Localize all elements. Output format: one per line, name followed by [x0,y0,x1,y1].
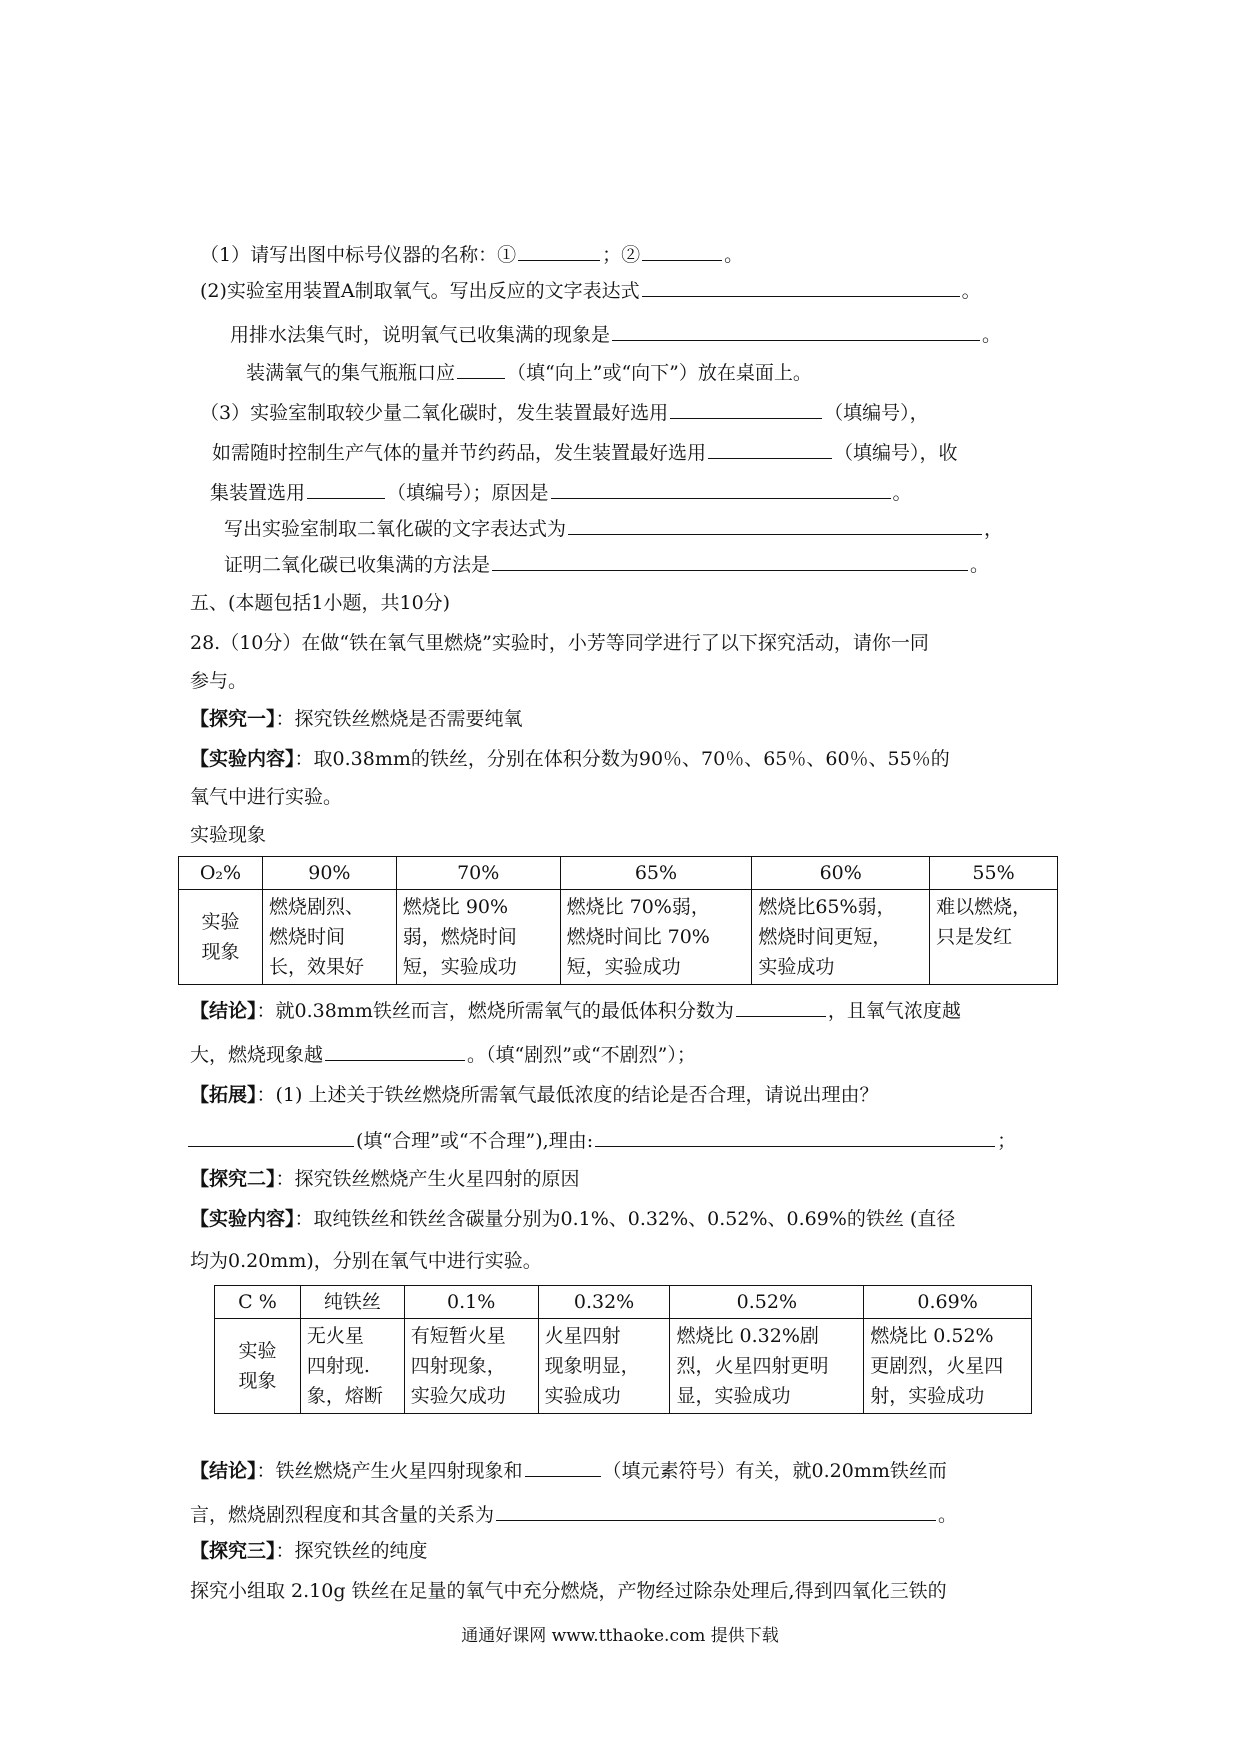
q1-part3b: 如需随时控制生产气体的量并节约药品，发生装置最好选用 （填编号），收 [212,438,958,466]
table-row [179,890,1058,985]
q1-part3: （3）实验室制取较少量二氧化碳时，发生装置最好选用 （填编号）， [200,398,929,426]
question-28-line1: 28.（10分）在做“铁在氧气里燃烧”实验时，小芳等同学进行了以下探究活动，请你一同 [190,632,929,654]
answer-blank[interactable] [525,1456,601,1477]
table-cell: 无火星 四射现. 象，熔断 [300,1319,404,1414]
q1-part3d: 写出实验室制取二氧化碳的文字表达式为 ， [224,514,1003,542]
answer-blank[interactable] [457,358,505,379]
explore2-conclusion-line1: 【结论】：铁丝燃烧产生火星四射现象和 （填元素符号）有关，就0.20mm铁丝而 [190,1456,947,1484]
table-cell: 燃烧比 90% 弱，燃烧时间 短，实验成功 [396,890,560,985]
q1-part1: （1）请写出图中标号仪器的名称：① ；② 。 [200,240,743,268]
table-header-cell: 0.69% [864,1286,1032,1319]
row-label: 实验现象 [179,890,263,985]
table-header-cell: 90% [262,857,396,890]
explore1-content-line2: 氧气中进行实验。 [190,786,343,808]
answer-blank[interactable] [670,398,822,419]
question-28-line2: 参与。 [190,670,248,692]
table-header-cell: O₂% [179,857,263,890]
answer-blank[interactable] [642,240,722,261]
observation-label: 实验现象 [190,824,267,846]
answer-blank[interactable] [736,996,826,1017]
table-header-cell: 0.52% [670,1286,864,1319]
table-header-cell: 0.1% [404,1286,538,1319]
answer-blank[interactable] [612,320,980,341]
table-header-cell: 55% [930,857,1058,890]
answer-blank[interactable] [708,438,832,459]
table-cell: 有短暂火星 四射现象， 实验欠成功 [404,1319,538,1414]
explore3-title: 【探究三】：探究铁丝的纯度 [190,1540,428,1562]
answer-blank[interactable] [496,1500,936,1521]
answer-blank[interactable] [595,1126,995,1147]
table-cell: 火星四射 现象明显， 实验成功 [538,1319,670,1414]
table-header-cell: 0.32% [538,1286,670,1319]
oxygen-concentration-table [178,856,1058,985]
explore3-content-line1: 探究小组取 2.10g 铁丝在足量的氧气中充分燃烧，产物经过除杂处理后,得到四氧化三铁的 [190,1580,947,1602]
table-cell: 燃烧剧烈、 燃烧时间 长，效果好 [262,890,396,985]
table-header-cell: 65% [560,857,752,890]
row-label: 实验现象 [215,1319,301,1414]
table-header-cell: 60% [752,857,930,890]
table-cell: 燃烧比 0.32%剧 烈，火星四射更明 显，实验成功 [670,1319,864,1414]
section-heading: 五、(本题包括1小题，共10分) [190,592,451,614]
table-row [215,1319,1032,1414]
explore2-content-line2: 均为0.20mm)，分别在氧气中进行实验。 [190,1250,542,1272]
answer-blank[interactable] [551,478,891,499]
explore1-content-line1: 【实验内容】：取0.38mm的铁丝，分别在体积分数为90％、70％、65％、60％、55％的 [190,748,950,770]
answer-blank[interactable] [492,550,968,571]
table-cell: 燃烧比 0.52% 更剧烈，火星四 射，实验成功 [864,1319,1032,1414]
table-header-row [215,1286,1032,1319]
table-cell: 燃烧比65%弱， 燃烧时间更短， 实验成功 [752,890,930,985]
table-header-row [179,857,1058,890]
table-header-cell: C % [215,1286,301,1319]
answer-blank[interactable] [325,1040,465,1061]
table-header-cell: 纯铁丝 [300,1286,404,1319]
explore1-title: 【探究一】：探究铁丝燃烧是否需要纯氧 [190,708,523,730]
table-cell: 难以燃烧， 只是发红 [930,890,1058,985]
q1-part3c: 集装置选用 （填编号）；原因是 。 [210,478,912,506]
explore2-conclusion-line2: 言，燃烧剧烈程度和其含量的关系为 。 [190,1500,957,1528]
q1-part2b: 用排水法集气时，说明氧气已收集满的现象是 。 [230,320,1001,348]
answer-blank[interactable] [568,514,982,535]
page-footer: 通通好课网 www.tthaoke.com 提供下载 [461,1626,779,1646]
explore1-conclusion-line2: 大，燃烧现象越 。（填“剧烈”或“不剧烈”）； [190,1040,696,1068]
q1-part3e: 证明二氧化碳已收集满的方法是 。 [224,550,989,578]
q1-part2: (2)实验室用装置A制取氧气。写出反应的文字表达式 。 [200,276,981,304]
explore1-conclusion-line1: 【结论】：就0.38mm铁丝而言，燃烧所需氧气的最低体积分数为 ，且氧气浓度越 [190,996,961,1024]
explore2-title: 【探究二】：探究铁丝燃烧产生火星四射的原因 [190,1168,580,1190]
answer-blank[interactable] [642,276,960,297]
explore1-extension-line1: 【拓展】：(1) 上述关于铁丝燃烧所需氧气最低浓度的结论是否合理，请说出理由？ [190,1084,879,1106]
answer-blank[interactable] [518,240,600,261]
explore1-extension-line2: (填“合理”或“不合理”),理由: ； [186,1126,1016,1154]
table-cell: 燃烧比 70%弱， 燃烧时间比 70% 短，实验成功 [560,890,752,985]
table-header-cell: 70% [396,857,560,890]
explore2-content-line1: 【实验内容】：取纯铁丝和铁丝含碳量分别为0.1%、0.32%、0.52%、0.69%的铁丝 (直径 [190,1208,956,1230]
answer-blank[interactable] [307,478,385,499]
q1-part2c: 装满氧气的集气瓶瓶口应 （填“向上”或“向下”）放在桌面上。 [246,358,812,386]
carbon-content-table [214,1285,1032,1414]
answer-blank[interactable] [188,1126,354,1147]
